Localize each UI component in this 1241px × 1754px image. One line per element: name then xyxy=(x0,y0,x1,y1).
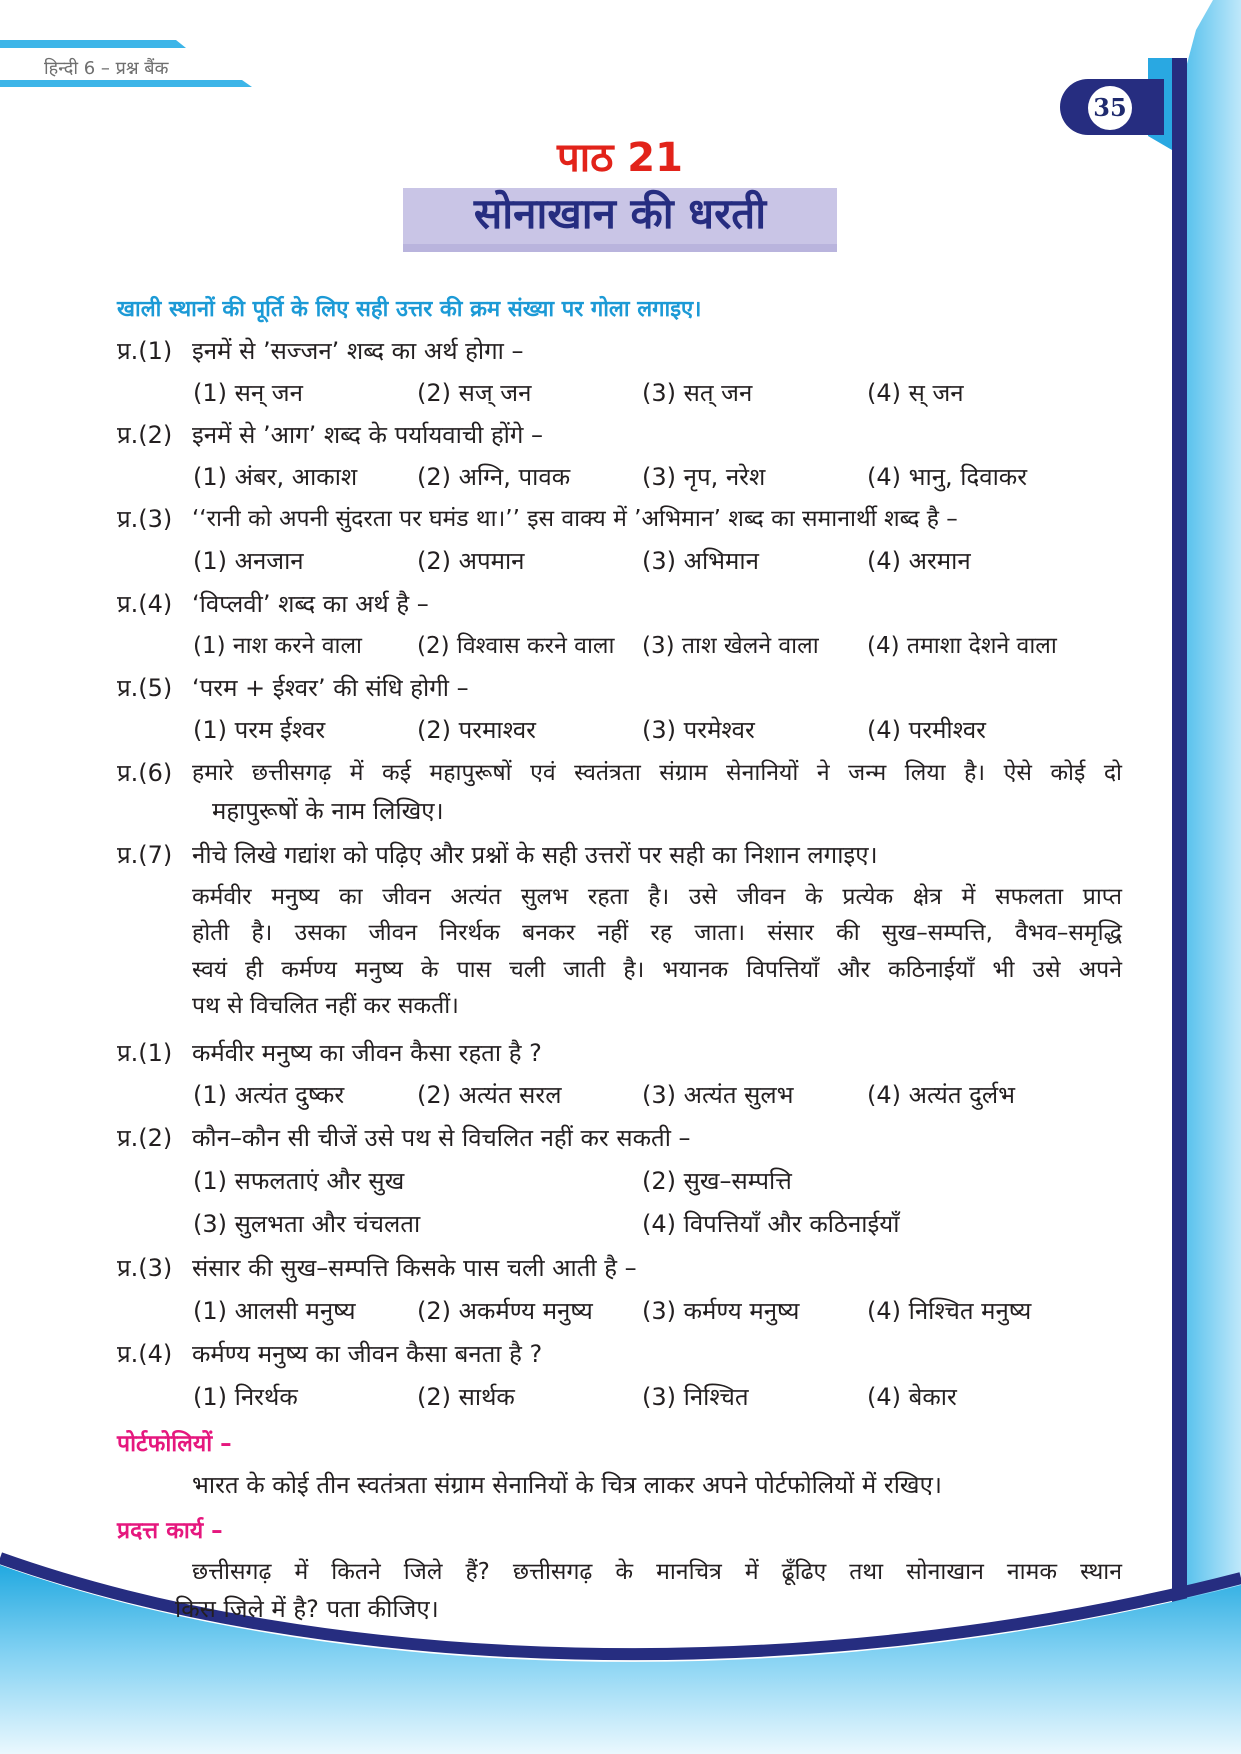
question-text-continued: महापुरूषों के नाम लिखिए। xyxy=(212,797,444,825)
answer-option: (3) सत् जन xyxy=(642,379,753,407)
question-number: प्र.(3) xyxy=(117,505,173,533)
question-text: ‘‘रानी को अपनी सुंदरता पर घमंड था।’’ इस वाक्य में ’अभिमान’ शब्द का समानार्थी शब्द है – xyxy=(192,506,958,532)
passage-line: होती है। उसका जीवन निरर्थक बनकर नहीं रह जाता। संसार की सुख–सम्पत्ति, वैभव–समृद्धि xyxy=(192,920,1122,946)
question-text: संसार की सुख–सम्पत्ति किसके पास चली आती है – xyxy=(192,1254,637,1282)
question-text: हमारे छत्तीसगढ़ में कई महापुरूषों एवं स्वतंत्रता संग्राम सेनानियों ने जन्म लिया है। ऐसे कोई दो xyxy=(192,760,1122,786)
answer-option: (2) अपमान xyxy=(417,547,525,575)
answer-option: (2) सुख–सम्पत्ति xyxy=(642,1167,792,1195)
question-text: इनमें से ’आग’ शब्द के पर्यायवाची होंगे – xyxy=(192,421,544,449)
answer-option: (4) निश्चित मनुष्य xyxy=(867,1297,1032,1325)
answer-option: (4) अत्यंत दुर्लभ xyxy=(867,1081,1016,1109)
answer-option: (3) परमेश्वर xyxy=(642,716,755,744)
answer-option: (2) सज् जन xyxy=(417,379,532,407)
question-text: ‘विप्लवी’ शब्द का अर्थ है – xyxy=(192,590,429,618)
portfolio-heading: पोर्टफोलियों – xyxy=(117,1431,232,1457)
answer-option: (1) परम ईश्वर xyxy=(193,716,326,744)
answer-option: (3) ताश खेलने वाला xyxy=(642,633,819,659)
question-text: ‘परम + ईश्वर’ की संधि होगी – xyxy=(192,674,469,702)
header-bar-lower xyxy=(0,80,252,87)
answer-option: (1) अत्यंत दुष्कर xyxy=(193,1081,345,1109)
answer-option: (3) अभिमान xyxy=(642,547,759,575)
assignment-text-continued: किस जिले में है? पता कीजिए। xyxy=(175,1595,439,1623)
page-number: 35 xyxy=(1088,86,1132,130)
answer-option: (4) विपत्तियाँ और कठिनाईयाँ xyxy=(642,1210,900,1238)
answer-option: (4) बेकार xyxy=(867,1383,957,1411)
lesson-number: पाठ 21 xyxy=(557,135,683,181)
passage-line: पथ से विचलित नहीं कर सकतीं। xyxy=(192,993,459,1019)
question-number: प्र.(7) xyxy=(117,841,173,869)
answer-option: (3) नृप, नरेश xyxy=(642,463,766,491)
assignment-text: छत्तीसगढ़ में कितने जिले हैं? छत्तीसगढ़ के मानचित्र में ढूँढिए तथा सोनाखान नामक स्थान xyxy=(192,1559,1122,1585)
passage-line: स्वयं ही कर्मण्य मनुष्य के पास चली जाती है। भयानक विपत्तियाँ और कठिनाईयाँ भी उसे अपने xyxy=(192,957,1122,983)
answer-option: (1) अनजान xyxy=(193,547,304,575)
answer-option: (2) विश्वास करने वाला xyxy=(417,633,615,659)
question-text: कर्मवीर मनुष्य का जीवन कैसा रहता है ? xyxy=(192,1039,542,1067)
answer-option: (2) अत्यंत सरल xyxy=(417,1081,562,1109)
answer-option: (2) अग्नि, पावक xyxy=(417,463,571,491)
answer-option: (3) सुलभता और चंचलता xyxy=(193,1210,421,1238)
answer-option: (4) स् जन xyxy=(867,379,964,407)
answer-option: (4) भानु, दिवाकर xyxy=(867,463,1028,491)
question-number: प्र.(1) xyxy=(117,1039,173,1067)
answer-option: (1) सफलताएं और सुख xyxy=(193,1167,405,1195)
question-text: नीचे लिखे गद्यांश को पढ़िए और प्रश्नों के सही उत्तरों पर सही का निशान लगाइए। xyxy=(192,841,878,869)
question-number: प्र.(2) xyxy=(117,421,173,449)
answer-option: (4) अरमान xyxy=(867,547,971,575)
question-number: प्र.(4) xyxy=(117,1340,173,1368)
question-number: प्र.(4) xyxy=(117,590,173,618)
answer-option: (2) परमाश्वर xyxy=(417,716,537,744)
question-number: प्र.(5) xyxy=(117,674,173,702)
question-text: कर्मण्य मनुष्य का जीवन कैसा बनता है ? xyxy=(192,1340,543,1368)
passage-line: कर्मवीर मनुष्य का जीवन अत्यंत सुलभ रहता है। उसे जीवन के प्रत्येक क्षेत्र में सफलता प्राप्त xyxy=(192,884,1122,910)
header-bar xyxy=(0,40,186,48)
question-text: इनमें से ’सज्जन’ शब्द का अर्थ होगा – xyxy=(192,337,524,365)
answer-option: (1) अंबर, आकाश xyxy=(193,463,358,491)
question-number: प्र.(6) xyxy=(117,759,173,787)
answer-option: (2) अकर्मण्य मनुष्य xyxy=(417,1297,593,1325)
answer-option: (1) आलसी मनुष्य xyxy=(193,1297,356,1325)
answer-option: (4) तमाशा देशने वाला xyxy=(867,633,1057,659)
assignment-heading: प्रदत्त कार्य – xyxy=(117,1518,223,1544)
answer-option: (1) सन् जन xyxy=(193,379,303,407)
answer-option: (4) परमीश्वर xyxy=(867,716,987,744)
question-text: कौन–कौन सी चीजें उसे पथ से विचलित नहीं कर सकती – xyxy=(192,1124,691,1152)
question-number: प्र.(1) xyxy=(117,337,173,365)
answer-option: (3) निश्चित xyxy=(642,1383,749,1411)
right-navy-stripe xyxy=(1172,58,1187,1618)
answer-option: (1) नाश करने वाला xyxy=(193,633,363,659)
answer-option: (1) निरर्थक xyxy=(193,1383,298,1411)
answer-option: (3) अत्यंत सुलभ xyxy=(642,1081,794,1109)
question-number: प्र.(2) xyxy=(117,1124,173,1152)
portfolio-text: भारत के कोई तीन स्वतंत्रता संग्राम सेनानियों के चित्र लाकर अपने पोर्टफोलियों में रखिए। xyxy=(192,1471,942,1499)
instruction-heading: खाली स्थानों की पूर्ति के लिए सही उत्तर की क्रम संख्या पर गोला लगाइए। xyxy=(117,297,702,322)
question-number: प्र.(3) xyxy=(117,1254,173,1282)
lesson-title: सोनाखान की धरती xyxy=(473,189,767,238)
answer-option: (3) कर्मण्य मनुष्य xyxy=(642,1297,800,1325)
answer-option: (2) सार्थक xyxy=(417,1383,515,1411)
book-header: हिन्दी 6 – प्रश्न बैंक xyxy=(44,58,169,79)
